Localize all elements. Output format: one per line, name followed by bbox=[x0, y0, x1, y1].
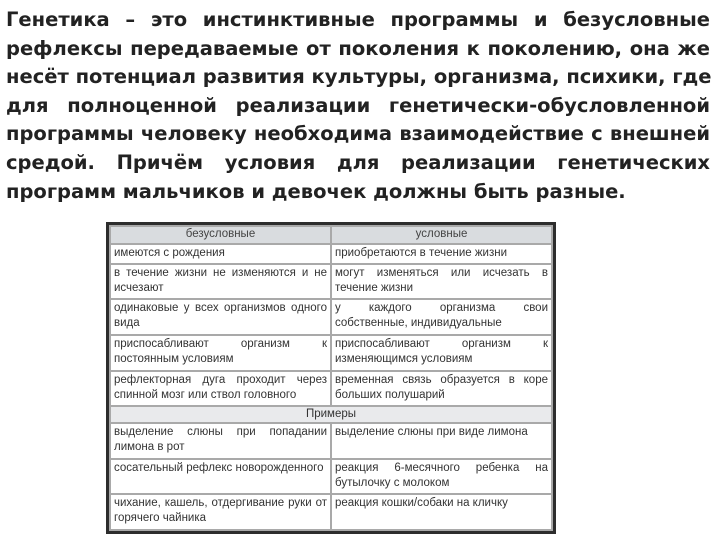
table-cell: временная связь образуется в коре больших полушарий bbox=[331, 371, 552, 407]
table-cell: приспосабливают организм к постоянным условиям bbox=[110, 335, 331, 371]
paragraph-line: программы человеку необходима взаимодействие с внешней bbox=[6, 122, 710, 146]
table-cell: имеются с рождения bbox=[110, 244, 331, 264]
table-row bbox=[110, 335, 552, 371]
paragraph-line: средой. Причём условия для реализации генетических bbox=[6, 150, 710, 174]
table-row bbox=[110, 423, 552, 459]
table-row bbox=[110, 264, 552, 300]
table-cell: у каждого организма свои собственные, индивидуальные bbox=[331, 299, 552, 335]
table-cell: чихание, кашель, отдергивание руки от горячего чайника bbox=[110, 494, 331, 530]
table-cell: могут изменяться или исчезать в течение жизни bbox=[331, 264, 552, 300]
table-row bbox=[110, 299, 552, 335]
table-cell: реакция кошки/собаки на кличку bbox=[331, 494, 552, 530]
table-cell: реакция 6-месячного ребенка на бутылочку с молоком bbox=[331, 459, 552, 495]
paragraph-line: Генетика – это инстинктивные программы и безусловные bbox=[6, 8, 710, 31]
table-header-row bbox=[110, 226, 552, 244]
table-cell: сосательный рефлекс новорожденного bbox=[110, 459, 331, 495]
table-cell: одинаковые у всех организмов одного вида bbox=[110, 299, 331, 335]
table-cell: выделение слюны при попадании лимона в рот bbox=[110, 423, 331, 459]
reflex-comparison-table bbox=[106, 222, 556, 534]
table-row bbox=[110, 494, 552, 530]
column-header-unconditioned: безусловные bbox=[110, 226, 331, 244]
examples-label: Примеры bbox=[110, 406, 552, 423]
paragraph-line: для полноценной реализации генетически-обусловленной bbox=[6, 93, 710, 117]
reflex-table bbox=[109, 225, 553, 531]
table-cell: выделение слюны при виде лимона bbox=[331, 423, 552, 459]
column-header-conditioned: условные bbox=[331, 226, 552, 244]
examples-header-row bbox=[110, 406, 552, 423]
intro-paragraph bbox=[6, 6, 710, 206]
table-row bbox=[110, 244, 552, 264]
table-row bbox=[110, 371, 552, 407]
paragraph-line: несёт потенциал развития культуры, организма, психики, где bbox=[6, 65, 712, 89]
table-cell: приобретаются в течение жизни bbox=[331, 244, 552, 264]
paragraph-line: программ мальчиков и девочек должны быть разные. bbox=[6, 179, 626, 203]
table-cell: приспосабливают организм к изменяющимся условиям bbox=[331, 335, 552, 371]
table-row bbox=[110, 459, 552, 495]
table-cell: рефлекторная дуга проходит через спинной мозг или ствол головного bbox=[110, 371, 331, 407]
paragraph-line: рефлексы передаваемые от поколения к поколению, она же bbox=[6, 36, 710, 60]
table-cell: в течение жизни не изменяются и не исчезают bbox=[110, 264, 331, 300]
